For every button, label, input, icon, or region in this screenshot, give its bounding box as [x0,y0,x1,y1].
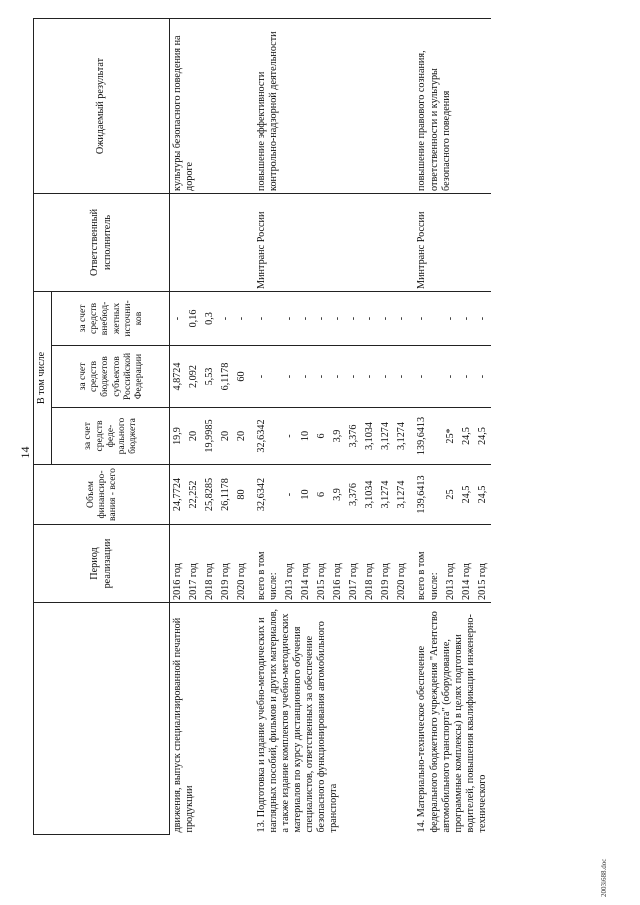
total-cell: 24,5 [475,465,491,525]
item-name: 13. Подготовка и издание учебно-методических и наглядных пособий, фильмов и других материалов, а также издание комплектов учебно-методических материалов по курсу дистанционного обучения специалистов, ответственных за обеспечение безопасного функционирования автомобильного транспорта [256,608,340,833]
result-cell: повышение эффективности контрольно-надзорной деятельности [250,18,410,193]
result-cell: повышение правового сознания, ответственности и культуры безопасного поведения [410,18,490,193]
federal-cell: 19,9 [170,408,187,465]
period-cell: 2016 год [170,525,187,603]
federal-cell: 10 [298,408,314,465]
regional-cell: 5,53 [202,346,218,408]
header-regional: за счет средств бюджетов субъектов Российской Федерации [52,346,170,408]
table-row [410,18,442,834]
header-name [34,603,170,835]
period-cell: 2015 год [475,525,491,603]
program-table [33,18,491,835]
federal-cell: 20 [218,408,234,465]
offbudget-cell: - [250,291,282,345]
offbudget-cell: - [362,291,378,345]
period-cell: всего в том числе: [410,525,442,603]
header-period: Период реализации [34,525,170,603]
total-cell: 80 [234,465,250,525]
period-cell: 2017 год [346,525,362,603]
federal-cell: 20 [186,408,202,465]
page-number: 14 [18,446,32,459]
total-cell: 3,1034 [362,465,378,525]
header-executor: Ответственный исполнитель [34,193,170,291]
table-body [170,18,491,834]
federal-cell: 25* [443,408,459,465]
executor-cell: Минтранс России [410,193,490,291]
regional-cell: - [298,346,314,408]
federal-cell: 6 [314,408,330,465]
total-cell: 24,5 [459,465,475,525]
regional-cell: 6,1178 [218,346,234,408]
federal-cell: 3,9 [330,408,346,465]
period-cell: 2013 год [282,525,298,603]
regional-cell: - [346,346,362,408]
period-cell: 2019 год [218,525,234,603]
regional-cell: - [443,346,459,408]
header-including: В том числе [34,291,52,464]
regional-cell: - [362,346,378,408]
total-cell: 25,8285 [202,465,218,525]
period-cell: 2017 год [186,525,202,603]
doc-id: 2003i688.doc [600,858,608,897]
federal-cell: 32,6342 [250,408,282,465]
regional-cell: - [394,346,410,408]
offbudget-cell: - [378,291,394,345]
federal-cell: - [282,408,298,465]
regional-cell: - [314,346,330,408]
period-cell: 2015 год [314,525,330,603]
federal-cell: 24,5 [475,408,491,465]
period-cell: 2018 год [362,525,378,603]
period-cell: 2018 год [202,525,218,603]
offbudget-cell: - [410,291,442,345]
table-row [250,18,282,834]
result-cell: культуры безопасного поведения на дороге [170,18,251,193]
period-cell: 2013 год [443,525,459,603]
offbudget-cell: - [170,291,187,345]
regional-cell: 2,092 [186,346,202,408]
period-cell: 2020 год [234,525,250,603]
offbudget-cell: - [330,291,346,345]
total-cell: 3,1274 [378,465,394,525]
regional-cell: - [282,346,298,408]
federal-cell: 139,6413 [410,408,442,465]
period-cell: 2019 год [378,525,394,603]
federal-cell: 24,5 [459,408,475,465]
federal-cell: 19,9985 [202,408,218,465]
period-cell: 2020 год [394,525,410,603]
regional-cell: - [410,346,442,408]
total-cell: 6 [314,465,330,525]
item-name: движения, выпуск специализированной печатной продукции [172,617,196,833]
regional-cell: 4,8724 [170,346,187,408]
period-cell: 2016 год [330,525,346,603]
regional-cell: 60 [234,346,250,408]
period-cell: всего в том числе: [250,525,282,603]
offbudget-cell: - [314,291,330,345]
total-cell: 10 [298,465,314,525]
federal-cell: 3,1274 [378,408,394,465]
offbudget-cell: - [346,291,362,345]
total-cell: 24,7724 [170,465,187,525]
header-result: Ожидаемый результат [34,18,170,193]
offbudget-cell: - [218,291,234,345]
offbudget-cell: - [298,291,314,345]
offbudget-cell: - [394,291,410,345]
total-cell: 26,1178 [218,465,234,525]
offbudget-cell: - [475,291,491,345]
regional-cell: - [378,346,394,408]
regional-cell: - [330,346,346,408]
offbudget-cell: - [234,291,250,345]
offbudget-cell: 0,16 [186,291,202,345]
offbudget-cell: 0,3 [202,291,218,345]
executor-cell: Минтранс России [250,193,410,291]
federal-cell: 3,376 [346,408,362,465]
header-total: Объем финансиро-вания - всего [34,465,170,525]
regional-cell: - [250,346,282,408]
offbudget-cell: - [459,291,475,345]
item-name: 14. Материально-техническое обеспечение федерального бюджетного учреждения "Агентство автомобильного транспорта" (оборудование, программные комплексы) в целях подготовки водителей, повышения квалификации инженерно-технического [416,611,488,833]
offbudget-cell: - [282,291,298,345]
regional-cell: - [459,346,475,408]
federal-cell: 3,1274 [394,408,410,465]
header-offbudget: за счет средств внебюд-жетных источни-ков [52,291,170,345]
period-cell: 2014 год [298,525,314,603]
offbudget-cell: - [443,291,459,345]
total-cell: 3,9 [330,465,346,525]
total-cell: 3,1274 [394,465,410,525]
federal-cell: 20 [234,408,250,465]
regional-cell: - [475,346,491,408]
total-cell: 139,6413 [410,465,442,525]
federal-cell: 3,1034 [362,408,378,465]
executor-cell [170,193,251,291]
total-cell: 3,376 [346,465,362,525]
table-row [170,18,187,834]
total-cell: - [282,465,298,525]
total-cell: 25 [443,465,459,525]
header-federal: за счет средств феде-рального бюджета [52,408,170,465]
period-cell: 2014 год [459,525,475,603]
total-cell: 22,252 [186,465,202,525]
total-cell: 32,6342 [250,465,282,525]
